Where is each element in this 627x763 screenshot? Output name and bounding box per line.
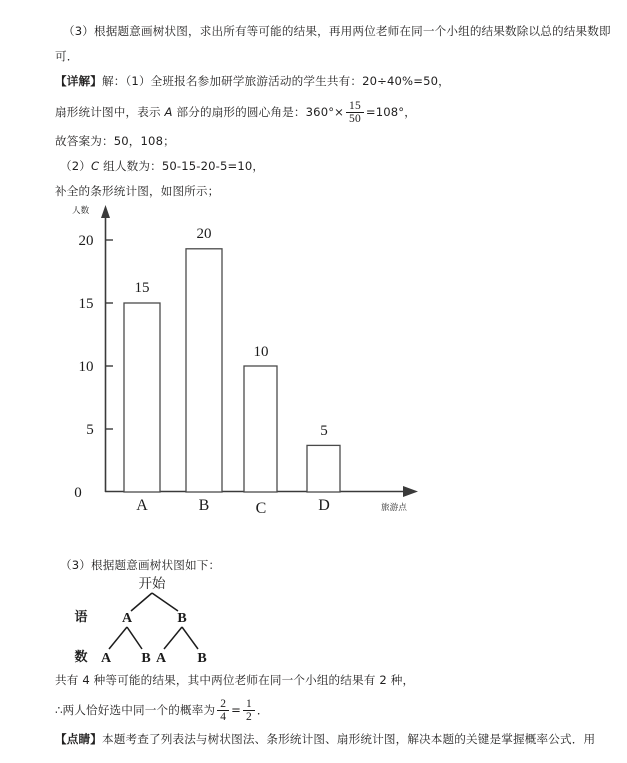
bars (124, 249, 340, 492)
tree-node-l1-A: A (121, 611, 133, 626)
detailed-solution-tag: 【详解】 (55, 74, 102, 88)
key-point-line (55, 732, 595, 747)
probability-line (55, 698, 269, 723)
fraction-numerator: 15 (349, 100, 361, 112)
key-point-text: 本题考查了列表法与树状图法、条形统计图、扇形统计图，解决本题的关键是掌握概率公式．用 (101, 732, 596, 746)
tree-node-l2-A2: A (155, 651, 167, 666)
outcome-count-line: 共有 4 种等可能的结果，其中两位老师在同一个小组的结果有 2 种， (55, 673, 415, 687)
tree-diagram-caption: （3）根据题意画树状图如下： (60, 558, 221, 572)
probability-post: ． (256, 703, 269, 718)
detailed-solution-text: 解：（1）全班报名参加研学旅游活动的学生共有：20÷40%=50， (101, 74, 450, 88)
fraction-2-numerator: 2 (220, 698, 227, 710)
x-axis-title: 旅游点 (381, 503, 407, 513)
bar-A (124, 303, 160, 492)
solution-hint-line-1: （3）根据题意画树状图，求出所有等可能的结果，再用两位老师在同一个小组的结果数除以总的结果数即 (63, 24, 611, 38)
y-axis-title: 人数 (72, 206, 90, 216)
value-label-A: 15 (134, 280, 150, 296)
solution-hint-line-2: 可． (55, 49, 79, 63)
completed-bar-chart-caption: 补全的条形统计图，如图所示； (55, 184, 220, 198)
fraction-2-over-4 (217, 698, 229, 723)
fraction-1-over-2 (243, 698, 255, 723)
ytick-5: 5 (86, 422, 94, 438)
tree-row-label-yu: 语 (74, 610, 88, 625)
value-label-B: 20 (196, 226, 212, 242)
detailed-solution-line (55, 74, 450, 89)
central-angle-mid: 部分的扇形的圆心角是：360°× (172, 105, 345, 120)
fraction-15-over-50 (346, 100, 364, 125)
ytick-10: 10 (78, 359, 94, 375)
central-angle-pre: 扇形统计图中，表示 (55, 105, 165, 120)
answer-line: 故答案为：50，108； (55, 134, 175, 148)
tree-node-l1-B: B (177, 611, 187, 626)
group-c-count-line (60, 159, 264, 174)
category-label-B: B (198, 497, 210, 514)
tree-node-l2-B2: B (197, 651, 207, 666)
bar-D (307, 445, 340, 492)
tree-edges-level-1 (131, 593, 178, 611)
group-c-letter: C (91, 159, 100, 173)
y-axis-tick-labels (74, 233, 94, 501)
fraction-2-denominator: 4 (217, 710, 229, 723)
ytick-0: 0 (74, 485, 82, 501)
y-axis-arrow (101, 205, 110, 218)
fraction-denominator: 50 (346, 112, 364, 125)
bar-B (186, 249, 222, 492)
group-c-post: 组人数为：50-15-20-5=10， (99, 159, 265, 173)
tree-node-l2-A1: A (100, 651, 112, 666)
tree-edges-level-2 (109, 627, 198, 649)
bar-C (244, 366, 277, 492)
ytick-20: 20 (78, 233, 94, 249)
probability-pre: ∴两人恰好选中同一个的概率为 (55, 703, 216, 718)
central-angle-post: =108°， (365, 105, 416, 120)
tree-row-label-shu: 数 (74, 650, 88, 665)
value-label-D: 5 (320, 423, 328, 439)
probability-equals: = (231, 703, 241, 718)
category-label-D: D (318, 497, 330, 514)
central-angle-line (55, 100, 416, 125)
category-label-C: C (255, 500, 267, 517)
y-axis-ticks (105, 240, 113, 429)
value-label-C: 10 (253, 344, 269, 360)
group-c-pre: （2） (60, 159, 92, 173)
fraction-1-numerator: 1 (245, 698, 252, 710)
bar-value-labels (135, 226, 328, 439)
ytick-15: 15 (78, 296, 94, 312)
fraction-1-denominator: 2 (243, 710, 255, 723)
x-axis-arrow (403, 486, 418, 497)
key-point-tag: 【点睛】 (55, 732, 102, 746)
central-angle-group: A (164, 105, 173, 120)
category-label-A: A (136, 497, 148, 514)
tree-root-label: 开始 (138, 576, 166, 592)
tree-node-l2-B1: B (141, 651, 151, 666)
x-axis-category-labels (136, 497, 330, 517)
